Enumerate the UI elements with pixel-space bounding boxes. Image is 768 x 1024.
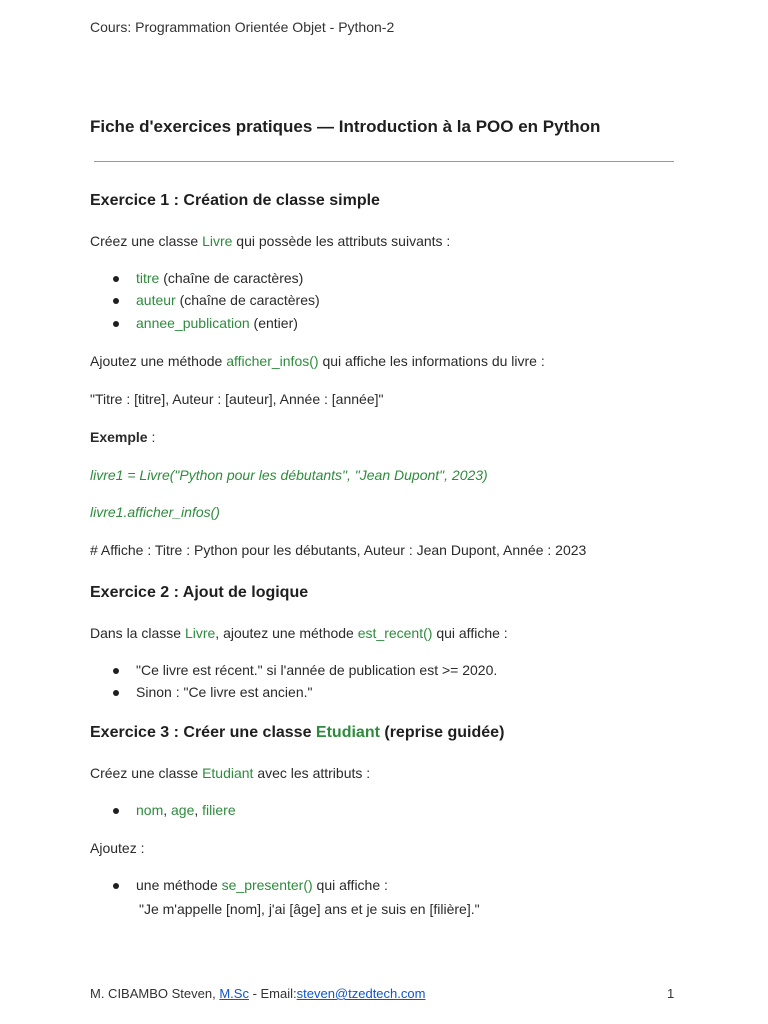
bullet-icon xyxy=(113,883,119,889)
method-output: "Je m'appelle [nom], j'ai [âge] ans et je suis en [filière]." xyxy=(139,901,480,917)
attr-desc: (chaîne de caractères) xyxy=(175,292,320,308)
class-name-livre: Livre xyxy=(202,233,233,249)
method-text-end: qui affiche : xyxy=(312,877,388,893)
heading-text: Exercice 3 : Créer une classe xyxy=(90,724,316,741)
attr-code: titre xyxy=(136,270,160,286)
intro-text-end: qui affiche : xyxy=(432,625,508,641)
intro-text-end: qui possède les attributs suivants : xyxy=(232,233,451,249)
degree-link[interactable]: M.Sc xyxy=(219,986,249,1001)
separator: , xyxy=(163,802,172,818)
attr-age: age xyxy=(171,802,195,818)
title-divider xyxy=(94,161,674,162)
exercise-3-intro xyxy=(90,765,370,781)
exercise-1-method xyxy=(90,353,545,369)
method-text-end: qui affiche les informations du livre : xyxy=(318,353,545,369)
example-colon: : xyxy=(147,429,156,445)
page-header: Cours: Programmation Orientée Objet - Python-2 xyxy=(90,19,395,35)
exercise-2-heading: Exercice 2 : Ajout de logique xyxy=(90,584,309,601)
output-comment: # Affiche : Titre : Python pour les débutants, Auteur : Jean Dupont, Année : 2023 xyxy=(90,542,587,558)
method-name: se_presenter() xyxy=(221,877,313,893)
attr-filiere: filiere xyxy=(202,802,236,818)
intro-text: Dans la classe xyxy=(90,625,185,641)
list-item-recent: "Ce livre est récent." si l'année de publication est >= 2020. xyxy=(136,662,498,678)
bullet-icon xyxy=(113,321,119,327)
page-number: 1 xyxy=(667,986,675,1001)
list-item-annee xyxy=(136,315,298,331)
example-label-bold: Exemple xyxy=(90,429,148,445)
method-name: est_recent() xyxy=(357,625,433,641)
add-label: Ajoutez : xyxy=(90,840,145,856)
list-item-auteur xyxy=(136,292,320,308)
intro-text-end: avec les attributs : xyxy=(253,765,371,781)
bullet-icon xyxy=(113,668,119,674)
page-footer xyxy=(90,986,425,1001)
code-line-2: livre1.afficher_infos() xyxy=(90,504,220,520)
exercise-1-intro xyxy=(90,233,450,249)
method-text: Ajoutez une méthode xyxy=(90,353,227,369)
exercise-2-intro xyxy=(90,625,508,641)
list-item-ancien: Sinon : "Ce livre est ancien." xyxy=(136,684,313,700)
attr-code: auteur xyxy=(136,292,176,308)
separator: , xyxy=(194,802,203,818)
method-name: afficher_infos() xyxy=(226,353,319,369)
intro-text: Créez une classe xyxy=(90,765,203,781)
list-item-titre xyxy=(136,270,303,286)
example-label xyxy=(90,429,155,445)
attr-nom: nom xyxy=(136,802,164,818)
method-text: une méthode xyxy=(136,877,222,893)
class-name-etudiant: Etudiant xyxy=(315,724,380,741)
class-name-livre: Livre xyxy=(184,625,216,641)
list-item-method xyxy=(136,877,388,893)
email-link[interactable]: steven@tzedtech.com xyxy=(296,986,426,1001)
code-line-1: livre1 = Livre("Python pour les débutants", "Jean Dupont", 2023) xyxy=(90,467,488,483)
bullet-icon xyxy=(113,808,119,814)
heading-text-end: (reprise guidée) xyxy=(379,724,505,741)
document-title: Fiche d'exercices pratiques — Introduction à la POO en Python xyxy=(90,117,601,136)
attr-desc: (entier) xyxy=(249,315,298,331)
exercise-1-heading: Exercice 1 : Création de classe simple xyxy=(90,192,380,209)
list-item-attributes xyxy=(136,802,236,818)
format-string: "Titre : [titre], Auteur : [auteur], Année : [année]" xyxy=(90,391,384,407)
exercise-3-heading xyxy=(90,724,504,742)
attr-desc: (chaîne de caractères) xyxy=(159,270,304,286)
bullet-icon xyxy=(113,276,119,282)
intro-text-mid: , ajoutez une méthode xyxy=(215,625,358,641)
attr-code: annee_publication xyxy=(136,315,250,331)
class-name-etudiant: Etudiant xyxy=(202,765,254,781)
bullet-icon xyxy=(113,690,119,696)
footer-email-label: - Email: xyxy=(248,986,297,1001)
footer-author: M. CIBAMBO Steven, xyxy=(90,986,220,1001)
intro-text: Créez une classe xyxy=(90,233,203,249)
bullet-icon xyxy=(113,298,119,304)
